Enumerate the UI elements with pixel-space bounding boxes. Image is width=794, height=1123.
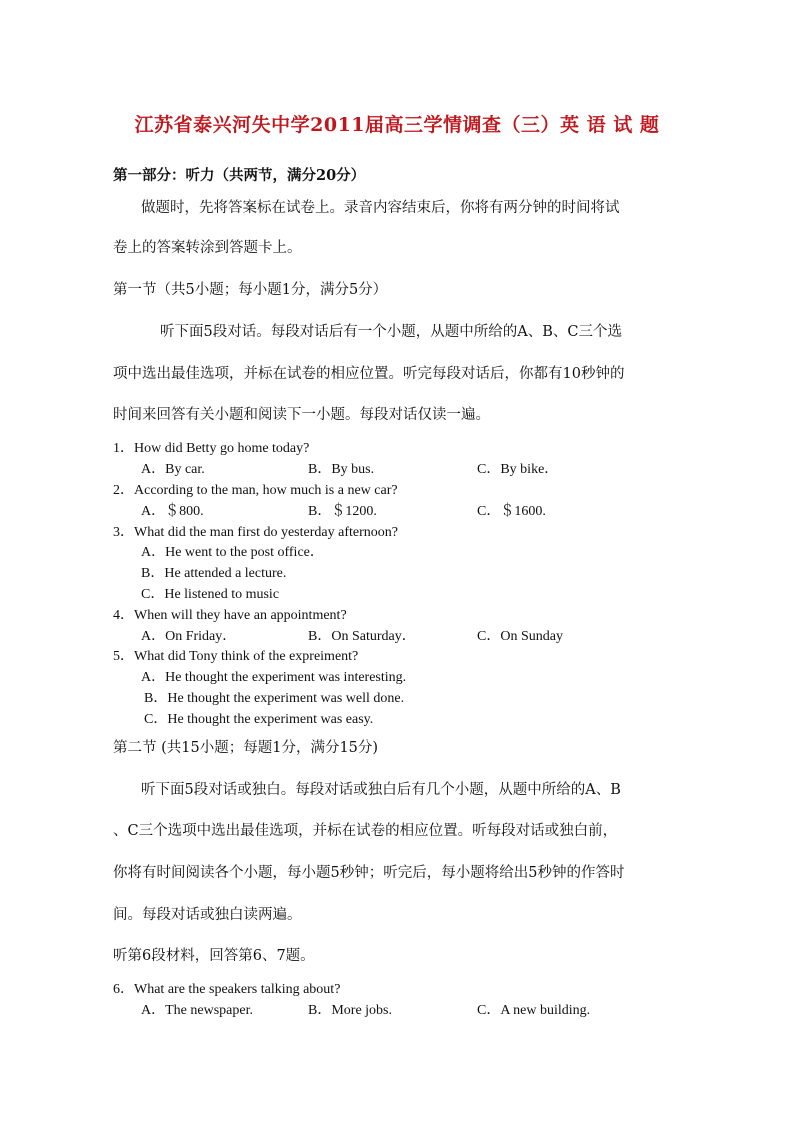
- option-c: C．On Sunday: [477, 629, 563, 644]
- option-a: A．The newspaper.: [141, 1003, 253, 1018]
- option-a: A．He thought the experiment was interesting.: [141, 670, 407, 685]
- section1-instr-line1: 听下面5段对话。每段对话后有一个小题，从题中所给的A、B、C三个选: [160, 324, 622, 340]
- section1-instr-line2: 项中选出最佳选项，并标在试卷的相应位置。听完每段对话后，你都有10秒钟的: [113, 366, 625, 382]
- option-b: B．He thought the experiment was well done.: [144, 691, 405, 706]
- option-b: B．On Saturday．: [308, 629, 416, 644]
- part1-intro-line2: 卷上的答案转涂到答题卡上。: [113, 240, 302, 256]
- question-stem: 3．What did the man first do yesterday afternoon?: [113, 525, 398, 540]
- page-title: 江苏省泰兴河失中学2011届高三学情调查（三）英 语 试 题: [134, 114, 660, 136]
- question-stem: 5．What did Tony think of the expreiment?: [113, 649, 359, 664]
- option-c: C．A new building.: [477, 1003, 591, 1018]
- section1-instr-line3: 时间来回答有关小题和阅读下一小题。每段对话仅读一遍。: [113, 407, 490, 423]
- option-a: A．He went to the post office．: [141, 545, 324, 560]
- question-stem: 2．According to the man, how much is a new car?: [113, 483, 398, 498]
- question-stem: 4．When will they have an appointment?: [113, 608, 347, 623]
- material-6-instruction: 听第6段材料，回答第6、7题。: [113, 948, 315, 964]
- option-c: C．By bike．: [477, 462, 559, 477]
- option-a: A．＄800.: [141, 504, 204, 519]
- section2-instr-line2: 、C三个选项中选出最佳选项，并标在试卷的相应位置。听每段对话或独白前，: [113, 823, 618, 839]
- option-b: B．By bus.: [308, 462, 375, 477]
- option-b: B．More jobs.: [308, 1003, 392, 1018]
- option-a: A．By car.: [141, 462, 205, 477]
- question-stem: 6．What are the speakers talking about?: [113, 982, 341, 997]
- option-c: C．He listened to music: [141, 587, 280, 602]
- option-b: B．He attended a lecture.: [141, 566, 287, 581]
- section2-instr-line3: 你将有时间阅读各个小题，每小题5秒钟；听完后，每小题将给出5秒钟的作答时: [113, 865, 625, 881]
- part1-heading: 第一部分：听力（共两节，满分20分）: [113, 167, 366, 184]
- section1-heading: 第一节（共5小题；每小题1分，满分5分）: [113, 282, 388, 298]
- section2-instr-line1: 听下面5段对话或独白。每段对话或独白后有几个小题，从题中所给的A、B: [141, 782, 621, 798]
- question-stem: 1．How did Betty go home today?: [113, 441, 310, 456]
- section2-heading: 第二节 (共15小题；每题1分，满分15分): [113, 740, 379, 756]
- option-b: B．＄1200.: [308, 504, 377, 519]
- part1-intro-line1: 做题时，先将答案标在试卷上。录音内容结束后，你将有两分钟的时间将试: [141, 200, 620, 216]
- option-c: C．＄1600.: [477, 504, 546, 519]
- option-c: C．He thought the experiment was easy.: [144, 712, 374, 727]
- option-a: A．On Friday．: [141, 629, 237, 644]
- section2-instr-line4: 间。每段对话或独白读两遍。: [113, 907, 302, 923]
